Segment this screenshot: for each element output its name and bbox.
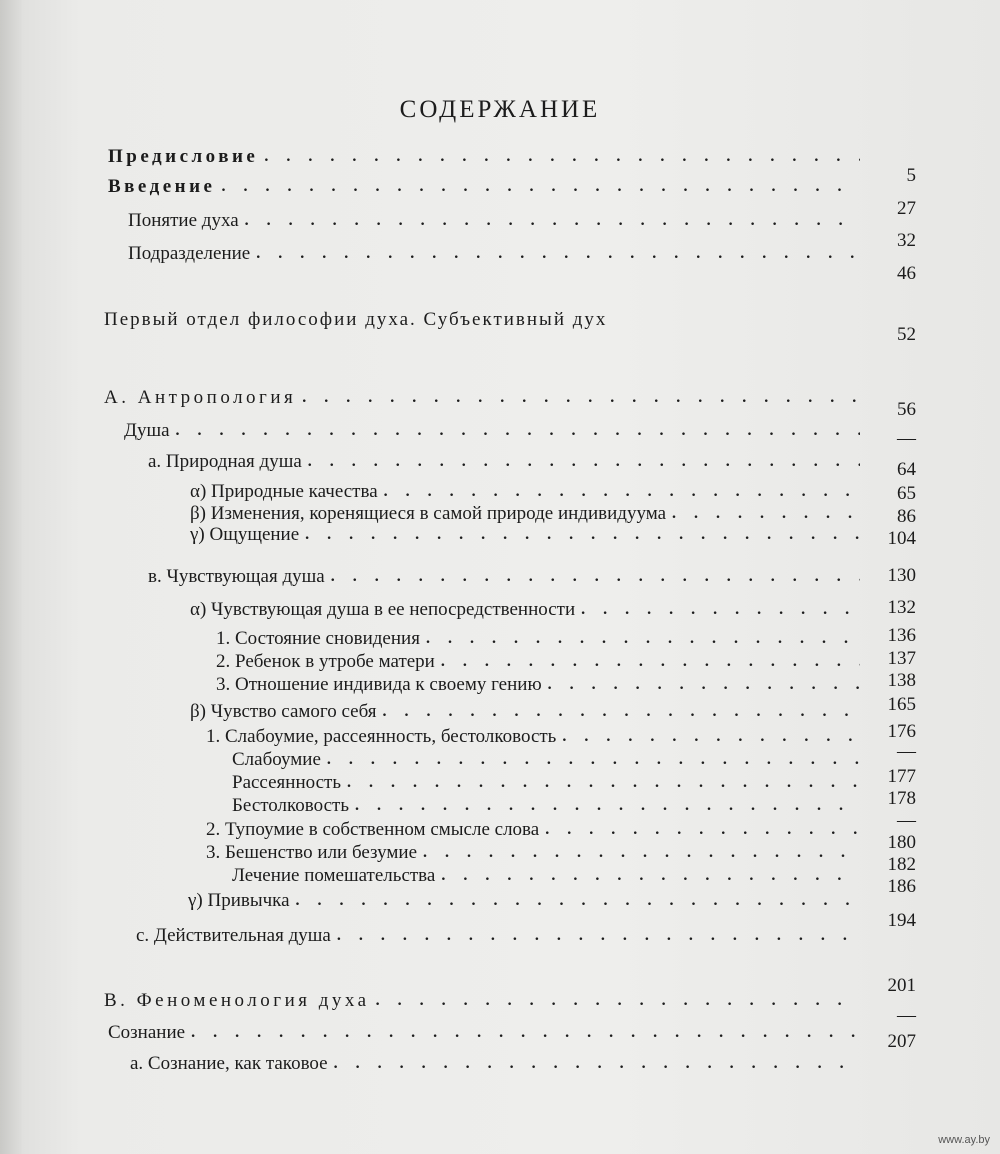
page-number: 182 <box>887 854 916 875</box>
toc-entry: Рассеянность . . . <box>232 768 860 798</box>
toc-entry: α) Чувствующая душа в ее непосредственности . . . <box>190 595 860 625</box>
page-number: 32 <box>897 230 916 251</box>
page-number: 5 <box>906 165 916 186</box>
page-number: 138 <box>887 670 916 691</box>
page-number: 104 <box>887 528 916 549</box>
page-number: 56 <box>897 399 916 420</box>
toc-entry: Лечение помешательства . . . <box>232 861 860 891</box>
toc-entry: Бестолковость . . . <box>232 791 860 821</box>
page-number: — <box>897 428 916 449</box>
page-number: 130 <box>887 565 916 586</box>
toc-entry: 2. Ребенок в утробе матери . . . <box>216 647 860 677</box>
page-number: 137 <box>887 648 916 669</box>
page-number: 194 <box>887 910 916 931</box>
page-number: — <box>897 741 916 762</box>
toc-entry: А. Антропология . . . <box>104 383 860 413</box>
toc-entry: γ) Ощущение . . . <box>190 520 860 550</box>
toc-entry: β) Изменения, коренящиеся в самой природе индивидуума . . . <box>190 499 860 529</box>
page-gutter <box>0 0 22 1154</box>
page-number: 177 <box>887 766 916 787</box>
toc-entry: 3. Бешенство или безумие . . . <box>206 838 860 868</box>
page-number: 27 <box>897 198 916 219</box>
page-number: 65 <box>897 483 916 504</box>
toc-entry: Душа . . . <box>124 416 860 446</box>
toc-entry: α) Природные качества . . . <box>190 477 860 507</box>
page-number: 132 <box>887 597 916 618</box>
toc-entry: в. Чувствующая душа . . . <box>148 562 860 592</box>
page-title: СОДЕРЖАНИЕ <box>399 96 601 123</box>
toc-entry: β) Чувство самого себя . . . <box>190 697 860 727</box>
page-number: 201 <box>887 975 916 996</box>
page-number: — <box>897 810 916 831</box>
toc-entry: а. Сознание, как таковое . . . <box>130 1049 860 1079</box>
toc-entry: Понятие духа . . . <box>128 206 860 236</box>
toc-entry: Введение . . . <box>108 172 860 202</box>
page-number: 64 <box>897 459 916 480</box>
toc-entry: Предисловие . . . <box>108 142 860 172</box>
toc-entry: а. Природная душа . . . <box>148 447 860 477</box>
page-number: 180 <box>887 832 916 853</box>
toc-entry: В. Феноменология духа . . . <box>104 986 860 1016</box>
toc-entry: 1. Состояние сновидения . . . <box>216 624 860 654</box>
toc-entry: Первый отдел философии духа. Субъективный дух <box>104 309 608 330</box>
site-watermark: www.ay.by <box>938 1134 990 1146</box>
page-number: 86 <box>897 506 916 527</box>
toc-entry: Слабоумие . . . <box>232 745 860 775</box>
page-number: 207 <box>887 1031 916 1052</box>
page-number: — <box>897 1005 916 1026</box>
toc-entry: 1. Слабоумие, рассеянность, бестолковость . . . <box>206 722 860 752</box>
toc-entry: с. Действительная душа . . . <box>136 921 860 951</box>
page-number: 178 <box>887 788 916 809</box>
page-number: 52 <box>897 324 916 345</box>
toc-entry: γ) Привычка . . . <box>188 886 860 916</box>
toc-entry: 2. Тупоумие в собственном смысле слова . . . <box>206 815 860 845</box>
page-number: 176 <box>887 721 916 742</box>
page-number: 46 <box>897 263 916 284</box>
page-number: 186 <box>887 876 916 897</box>
toc-entry: Сознание . . . <box>108 1018 860 1048</box>
page-number: 136 <box>887 625 916 646</box>
page-number: 165 <box>887 694 916 715</box>
toc-entry: 3. Отношение индивида к своему гению . . . <box>216 670 860 700</box>
toc-entry: Подразделение . . . <box>128 239 860 269</box>
